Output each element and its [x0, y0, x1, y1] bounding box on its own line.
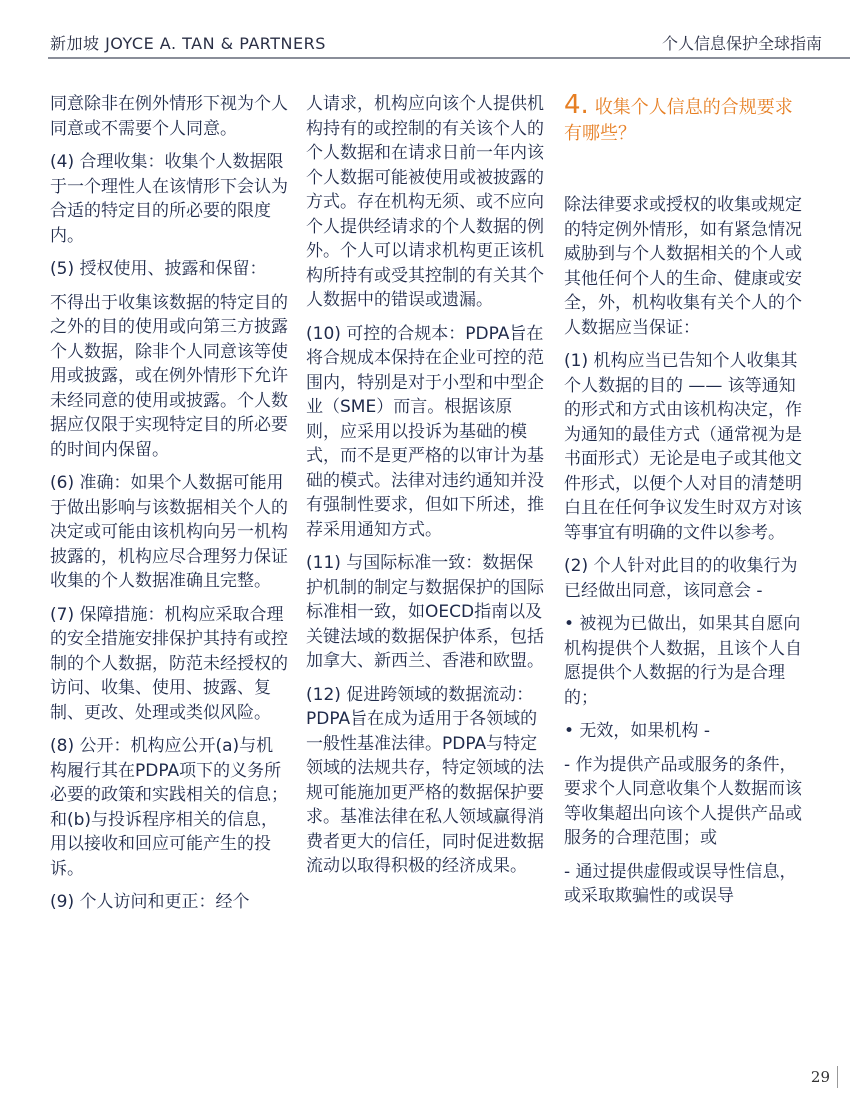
header-firm-name: 新加坡 JOYCE A. TAN & PARTNERS	[50, 34, 326, 53]
section-heading	[564, 92, 804, 147]
paragraph: 同意除非在例外情形下视为个人同意或不需要个人同意。	[50, 94, 288, 139]
paragraph: - 作为提供产品或服务的条件，要求个人同意收集个人数据而该等收集超出向该个人提供产品或服务的合理范围；或	[564, 754, 802, 848]
paragraph: 不得出于收集该数据的特定目的之外的目的使用或向第三方披露个人数据，除非个人同意该等使用或披露，或在例外情形下允许未经同意的使用或披露。个人数据应仅限于实现特定目的所必要的时间内保留。	[50, 292, 288, 460]
text-column-2	[306, 92, 544, 888]
paragraph: (5) 授权使用、披露和保留：	[50, 259, 267, 279]
paragraph: 除法律要求或授权的收集或规定的特定例外情形，如有紧急情况威胁到与个人数据相关的个人或其他任何个人的生命、健康或安全，外，机构收集有关个人的个人数据应当保证：	[564, 195, 802, 338]
paragraph: • 被视为已做出，如果其自愿向机构提供个人数据，且该个人自愿提供个人数据的行为是合理的；	[564, 614, 802, 708]
paragraph: (10) 可控的合规本：PDPA旨在将合规成本保持在企业可控的范围内，特别是对于小型和中型企业（SME）而言。根据该原则，应采用以投诉为基础的模式，而不是更严格的以审计为基础的模式。法律对违约通知并没有强制性要求，但如下所述，推荐采用通知方式。	[306, 323, 544, 540]
paragraph: - 通过提供虚假或误导性信息，或采取欺骗性的或误导	[564, 861, 797, 906]
section-title: 收集个人信息的合规要求有哪些？	[564, 97, 793, 144]
header-divider	[48, 57, 850, 59]
paragraph: (7) 保障措施：机构应采取合理的安全措施安排保护其持有或控制的个人数据，防范未经授权的访问、收集、使用、披露、复制、更改、处理或类似风险。	[50, 604, 288, 723]
paragraph: (4) 合理收集：收集个人数据限于一个理性人在该情形下会认为合适的特定目的所必要的限度内。	[50, 152, 288, 246]
paragraph: (1) 机构应当已告知个人收集其个人数据的目的 —— 该等通知的形式和方式由该机构决定，作为通知的最佳方式（通常视为是书面形式）无论是电子或其他文件形式，以便个人对目的清楚明白且在任何争议发生时双方对该等事宜有明确的文件以参考。	[564, 351, 802, 543]
footer-divider	[837, 1066, 838, 1088]
text-column-1	[50, 92, 288, 924]
paragraph: (12) 促进跨领域的数据流动：PDPA旨在成为适用于各领域的一般性基准法律。PDPA与特定领域的法规共存，特定领域的法规可能施加更严格的数据保护要求。基准法律在私人领域赢得消费者更大的信任，同时促进数据流动以取得积极的经济成果。	[306, 684, 544, 876]
paragraph: (6) 准确：如果个人数据可能用于做出影响与该数据相关个人的决定或可能由该机构向另一机构披露的，机构应尽合理努力保证收集的个人数据准确且完整。	[50, 473, 288, 591]
section-number: 4.	[564, 90, 589, 120]
page-header	[0, 0, 850, 60]
paragraph: (9) 个人访问和更正：经个	[50, 892, 250, 912]
paragraph: (8) 公开：机构应公开(a)与机构履行其在PDPA项下的义务所必要的政策和实践相关的信息；和(b)与投诉程序相关的信息，用以接收和回应可能产生的投诉。	[50, 736, 288, 879]
text-column-3	[564, 92, 804, 918]
paragraph: 人请求，机构应向该个人提供机构持有的或控制的有关该个人的个人数据和在请求日前一年内该个人数据可能被使用或被披露的方式。存在机构无须、或不应向个人提供经请求的个人数据的例外。个人可以请求机构更正该机构所持有或受其控制的有关其个人数据中的错误或遗漏。	[306, 94, 544, 310]
paragraph: (11) 与国际标准一致：数据保护机制的制定与数据保护的国际标准相一致，如OECD指南以及关键法域的数据保护体系，包括加拿大、新西兰、香港和欧盟。	[306, 553, 544, 671]
paragraph: • 无效，如果机构 -	[564, 721, 710, 741]
header-guide-title: 个人信息保护全球指南	[661, 34, 822, 53]
page-number: 29	[810, 1068, 830, 1086]
paragraph: (2) 个人针对此目的的收集行为已经做出同意，该同意会 -	[564, 556, 798, 601]
